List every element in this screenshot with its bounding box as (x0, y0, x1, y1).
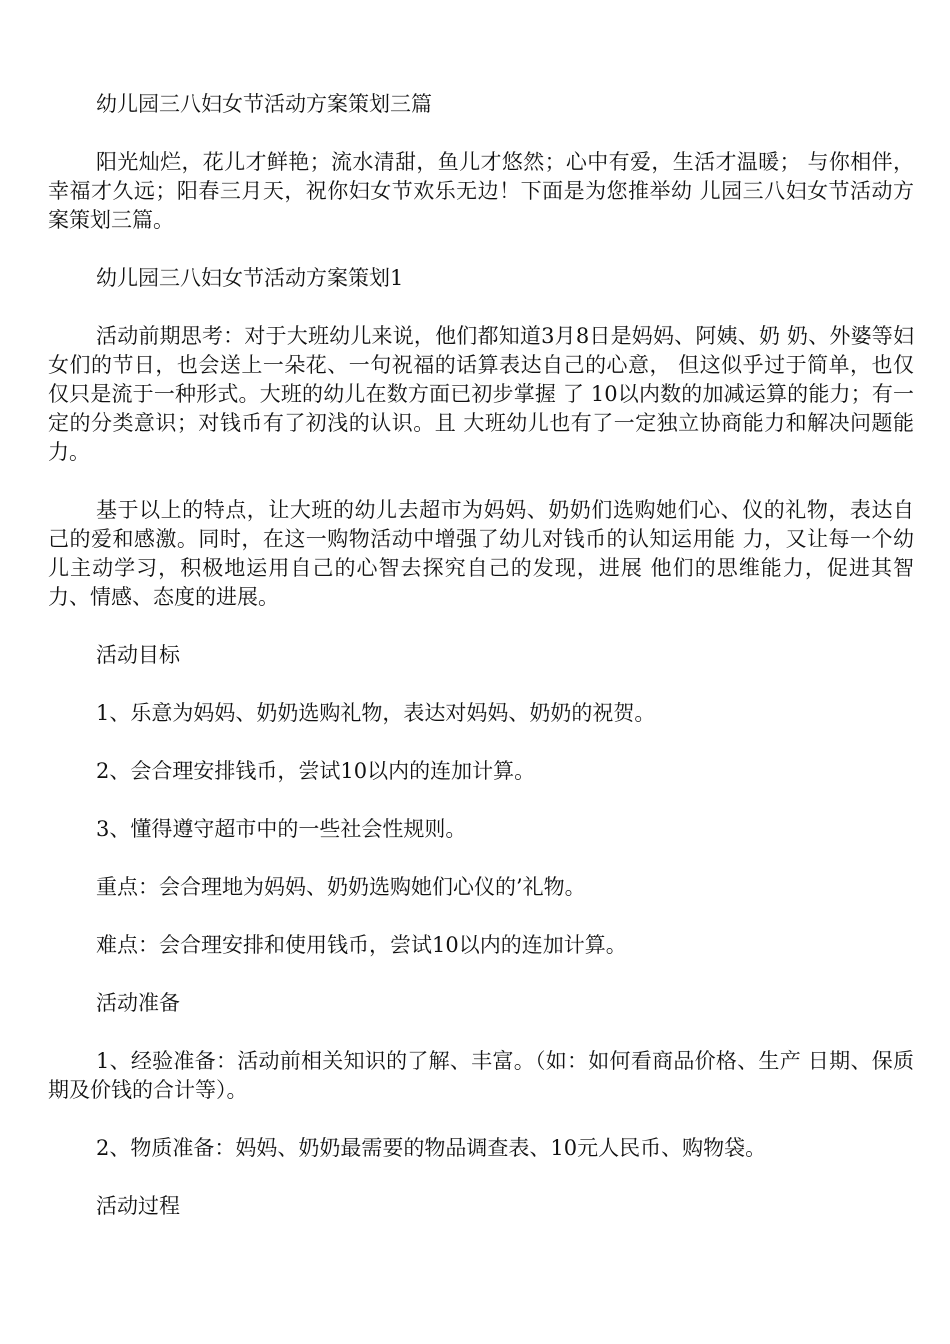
difficulty-point: 难点：会合理安排和使用钱币，尝试10以内的连加计算。 (96, 933, 627, 957)
basis-paragraph: 基于以上的特点，让大班的幼儿去超市为妈妈、奶奶们选购她们心、仪的礼物，表达自己的爱和感激。同时，在这一购物活动中增强了幼儿对钱币的认知运用能 力，又让每一个幼儿主动学习，积极地运用自己的心智去探究自己的发现，进展 他们的思维能力，促进其智力、情感、态度的进展。 (48, 498, 914, 609)
goal-item-3: 3、懂得遵守超市中的一些社会性规则。 (96, 817, 467, 841)
preparation-item-2: 2、物质准备：妈妈、奶奶最需要的物品调查表、10元人民币、购物袋。 (96, 1136, 767, 1160)
intro-paragraph: 阳光灿烂，花儿才鲜艳；流水清甜，鱼儿才悠然；心中有爱，生活才温暖； 与你相伴，幸福才久远；阳春三月天，祝你妇女节欢乐无边！下面是为您推举幼 儿园三八妇女节活动方案策划三篇。 (48, 150, 914, 232)
section-title: 幼儿园三八妇女节活动方案策划1 (96, 266, 404, 290)
document-title: 幼儿园三八妇女节活动方案策划三篇 (96, 92, 432, 116)
key-point: 重点：会合理地为妈妈、奶奶选购她们心仪的’礼物。 (96, 875, 586, 899)
preparation-heading: 活动准备 (96, 991, 180, 1015)
document-page (48, 90, 914, 1250)
goal-item-2: 2、会合理安排钱币，尝试10以内的连加计算。 (96, 759, 536, 783)
goals-heading: 活动目标 (96, 643, 180, 667)
thinking-paragraph: 活动前期思考：对于大班幼儿来说，他们都知道3月8日是妈妈、阿姨、奶 奶、外婆等妇女们的节日，也会送上一朵花、一句祝福的话算表达自己的心意， 但这似乎过于简单，也仅仅只是流于一种形式。大班的幼儿在数方面已初步掌握 了 10以内数的加减运算的能力；有一定的分类意识；对钱币有了初浅的认识。且 大班幼儿也有了一定独立协商能力和解决问题能力。 (48, 324, 914, 464)
process-heading: 活动过程 (96, 1194, 180, 1218)
preparation-item-1: 1、经验准备：活动前相关知识的了解、丰富。（如：如何看商品价格、生产 日期、保质期及价钱的合计等）。 (48, 1049, 914, 1102)
goal-item-1: 1、乐意为妈妈、奶奶选购礼物，表达对妈妈、奶奶的祝贺。 (96, 701, 656, 725)
